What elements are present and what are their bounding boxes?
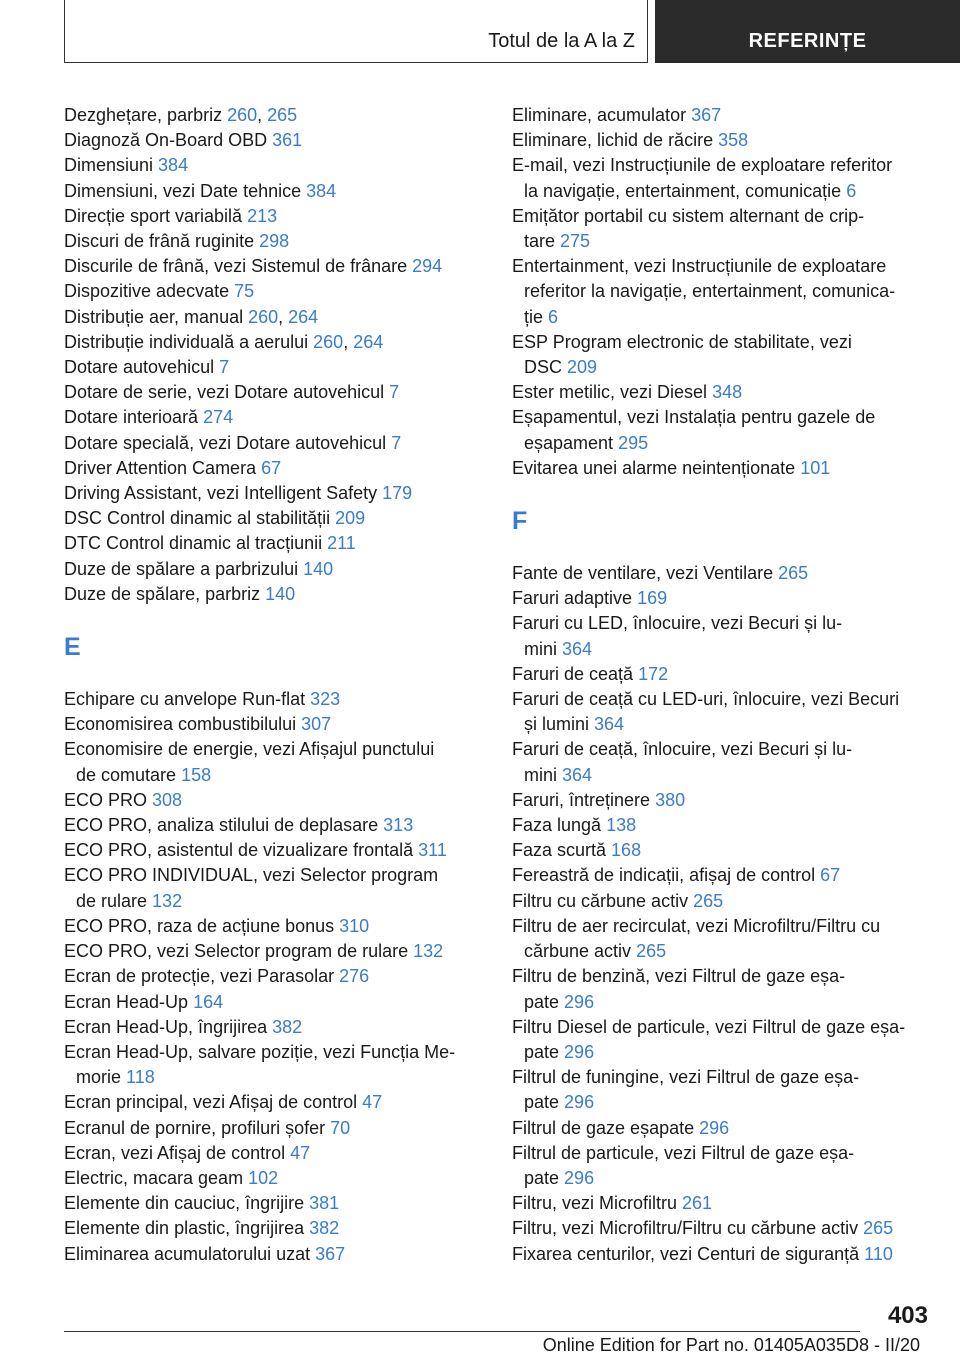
page-link[interactable]: 179 [382,483,413,504]
index-entry [64,254,494,279]
page-link[interactable]: 7 [389,382,400,403]
page-link[interactable]: 261 [682,1193,713,1214]
page-link[interactable]: 209 [567,357,598,378]
page-link[interactable]: 308 [152,789,183,810]
index-entry-text: tare [524,231,561,252]
page-link[interactable]: 168 [611,840,642,861]
index-entry [512,380,932,405]
index-entry: Distribuție individuală a aerului 260, 264 [64,331,384,352]
index-entry-text: Filtru Diesel de particule, vezi Filtrul de gaze eșa- [512,1016,906,1037]
index-entry-text: referitor la navigație, entertainment, comunica- [524,281,896,302]
index-entry-text: Dotare interioară [64,407,204,428]
index-entry [64,1191,494,1216]
page-link[interactable]: 265 [693,890,724,911]
index-entry-text: Filtru, vezi Microfiltru/Filtru cu cărbune activ [512,1218,864,1239]
index-entry [64,380,494,405]
index-entry-text: Fixarea centurilor, vezi Centuri de siguranță [512,1243,865,1264]
page-link[interactable]: 172 [638,663,669,684]
index-entry-text: Dotare specială, vezi Dotare autovehicul [64,432,392,453]
page-link[interactable]: 296 [564,1167,595,1188]
page-link[interactable]: 276 [339,966,370,987]
index-entry [512,1242,932,1267]
index-entry-text: pate [524,991,565,1012]
index-entry [512,838,932,863]
page-link[interactable]: 296 [699,1117,730,1138]
page-link[interactable]: 364 [562,638,593,659]
index-entry [64,838,494,863]
index-entry-text: cărbune activ [524,941,637,962]
index-entry-text: Filtrul de gaze eșapate [512,1117,700,1138]
index-entry [64,1040,494,1090]
index-entry-text: pate [524,1092,565,1113]
index-entry [512,863,932,888]
index-entry-text: Emițător portabil cu sistem alternant de crip- [512,205,865,226]
page-link[interactable]: 311 [418,840,447,861]
index-entry-text: ECO PRO, vezi Selector program de rulare [64,941,414,962]
index-entry-text: Ecran Head-Up, îngrijirea [64,1016,273,1037]
index-entry-text: Electric, macara geam [64,1167,249,1188]
index-entry-text: ESP Program electronic de stabilitate, vezi [512,331,852,352]
index-entry [512,813,932,838]
index-entry-text: Faruri de ceață, înlocuire, vezi Becuri și lu- [512,739,853,760]
index-entry [64,531,494,556]
page-link[interactable]: 382 [309,1218,340,1239]
index-entry [64,128,494,153]
index-entry-text: Fereastră de indicații, afișaj de control [512,865,821,886]
index-entry-text: DTC Control dinamic al tracțiunii [64,533,328,554]
index-entry-text: Filtru de aer recirculat, vezi Microfiltru/Filtru cu [512,915,881,936]
index-entry-text: la navigație, entertainment, comunicație [524,180,847,201]
index-entry-text: Eșapamentul, vezi Instalația pentru gazele de [512,407,876,428]
page-link[interactable]: 6 [846,180,857,201]
index-entry-text: Discurile de frână, vezi Sistemul de frânare [64,256,413,277]
page-link[interactable]: 384 [306,180,337,201]
index-entry-text: de comutare [76,764,182,785]
index-entry-text: mini [524,638,563,659]
page-link[interactable]: 67 [820,865,841,886]
index-entry-text: Distribuție aer, manual [64,306,249,327]
page-link[interactable]: 296 [564,1092,595,1113]
index-entry-text: ECO PRO INDIVIDUAL, vezi Selector program [64,865,439,886]
index-entry-text: Ecran principal, vezi Afișaj de control [64,1092,363,1113]
index-entry-text: Faruri, întreținere [512,789,656,810]
page-link[interactable]: 260 [248,306,279,327]
page-link[interactable]: 67 [261,457,282,478]
index-entry-text: Faruri cu LED, înlocuire, vezi Becuri și lu- [512,613,843,634]
index-entry-text: DSC Control dinamic al stabilității [64,508,336,529]
page-link[interactable]: 313 [383,815,414,836]
index-entry [512,330,932,380]
index-entry [64,506,494,531]
index-entry-text: Entertainment, vezi Instrucțiunile de exploatare [512,256,887,277]
index-entry [512,687,932,737]
index-entry [512,1216,932,1241]
page-link[interactable]: 260 [227,105,258,125]
index-entry-text: Discuri de frână ruginite [64,231,260,252]
index-entry-text: Duze de spălare, parbriz [64,583,266,604]
index-entry-text: Eliminare, lichid de răcire [512,130,719,151]
index-entry-text: Filtru de benzină, vezi Filtrul de gaze eșa- [512,966,846,987]
page-link[interactable]: 7 [219,357,230,378]
index-entry-text: Ecran Head-Up [64,991,194,1012]
page-link[interactable]: 138 [606,815,637,836]
page-link[interactable]: 118 [126,1067,155,1088]
index-entry [64,1141,494,1166]
index-entry [512,204,932,254]
page-link[interactable]: 364 [594,714,625,735]
page-number: 403 [887,1302,928,1329]
index-entry-text: Dotare de serie, vezi Dotare autovehicul [64,382,390,403]
index-entry-text: Filtrul de particule, vezi Filtrul de gaze eșa- [512,1142,855,1163]
page-link[interactable]: 102 [248,1167,279,1188]
index-entry [64,1090,494,1115]
page-link[interactable]: 298 [259,231,290,252]
index-entry-text: Faruri adaptive [512,588,638,609]
page-link[interactable]: 264 [353,331,384,352]
page-link[interactable]: 110 [864,1243,893,1264]
index-entry-text: Echipare cu anvelope Run-flat [64,689,311,710]
index-entry [64,229,494,254]
page-link[interactable]: 169 [637,588,668,609]
index-entry [512,1191,932,1216]
page-link[interactable]: 364 [562,764,593,785]
page-link[interactable]: 367 [691,105,722,125]
page-link[interactable]: 140 [303,558,334,579]
index-entry-text: DSC [524,357,568,378]
index-entry-text: Ecran Head-Up, salvare poziție, vezi Funcția Me- [64,1041,456,1062]
page-link[interactable]: 47 [362,1092,383,1113]
index-entry-text: pate [524,1167,565,1188]
index-entry [512,153,932,203]
page-link[interactable]: 367 [315,1243,346,1264]
page-link[interactable]: 75 [234,281,255,302]
index-entry [512,914,932,964]
index-entry [64,557,494,582]
index-entry-text: ECO PRO, raza de acțiune bonus [64,915,340,936]
page-link[interactable]: 275 [560,231,591,252]
index-entry [512,737,932,787]
index-entry-text: Dimensiuni, vezi Date tehnice [64,180,307,201]
index-entry [512,1116,932,1141]
page-link[interactable]: 264 [288,306,319,327]
index-entry-text: Dotare autovehicul [64,357,220,378]
page-link[interactable]: 274 [203,407,234,428]
index-entry-text: mini [524,764,563,785]
page-link[interactable]: 260 [313,331,344,352]
index-entry [64,431,494,456]
page-link[interactable]: 213 [247,205,278,226]
index-entry [64,456,494,481]
page-link[interactable]: 164 [193,991,224,1012]
index-entry-text: pate [524,1041,565,1062]
page-link[interactable]: 310 [339,915,370,936]
index-entry [64,939,494,964]
index-entry [64,788,494,813]
index-entry: Dezghețare, parbriz 260, 265 [64,105,298,125]
index-entry-text: Faruri de ceață cu LED-uri, înlocuire, vezi Becuri [512,689,900,710]
index-entry-text: Fante de ventilare, vezi Ventilare [512,563,779,584]
index-entry [512,456,932,481]
index-entry-text: de rulare [76,890,153,911]
index-entry [512,405,932,455]
index-entry-text: Ecran, vezi Afișaj de control [64,1142,291,1163]
index-entry-text: Diagnoză On-Board OBD [64,130,273,151]
index-entry-text: Faza lungă [512,815,607,836]
index-entry [64,1242,494,1267]
index-entry [512,561,932,586]
index-entry-text: Dezghețare, parbriz [64,105,228,125]
index-entry-text: ECO PRO, asistentul de vizualizare frontală [64,840,419,861]
page-link[interactable]: 209 [335,508,366,529]
index-entry [64,481,494,506]
index-entry [64,1216,494,1241]
index-entry-text: Filtrul de funingine, vezi Filtrul de gaze eșa- [512,1067,860,1088]
page-link[interactable]: 296 [564,1041,595,1062]
index-entry [512,889,932,914]
index-entry [512,1141,932,1191]
index-entry [64,405,494,430]
index-column-left [64,103,494,1267]
page-link[interactable]: 358 [718,130,749,151]
index-entry-text: eșapament [524,432,619,453]
index-entry [64,1166,494,1191]
index-column-right [512,103,932,1267]
index-entry: Distribuție aer, manual 260, 264 [64,306,319,327]
index-entry [64,1116,494,1141]
index-entry-text: Ecran de protecție, vezi Parasolar [64,966,340,987]
index-entry-text: Economisirea combustibilului [64,714,302,735]
index-entry [512,788,932,813]
index-entry [64,355,494,380]
index-entry [512,103,932,128]
index-entry [64,687,494,712]
index-entry [64,204,494,229]
index-entry-text: ție [524,306,549,327]
index-entry-text: Elemente din cauciuc, îngrijire [64,1193,310,1214]
index-entry [64,990,494,1015]
page-link[interactable]: 101 [800,457,831,478]
index-entry [64,914,494,939]
index-entry-text: Ecranul de pornire, profiluri șofer [64,1117,331,1138]
header-section-tab[interactable] [655,0,960,63]
page-link[interactable]: 382 [272,1016,303,1037]
page-link[interactable]: 132 [152,890,183,911]
index-entry [64,737,494,787]
page-link[interactable]: 158 [181,764,212,785]
page-link[interactable]: 6 [548,306,559,327]
index-entry-text: Eliminare, acumulator [512,105,692,125]
page-link[interactable]: 380 [655,789,686,810]
page-link[interactable]: 384 [158,155,189,176]
index-entry-text: Eliminarea acumulatorului uzat [64,1243,316,1264]
index-entry [512,964,932,1014]
page-link[interactable]: 295 [618,432,649,453]
page-link[interactable]: 307 [301,714,332,735]
index-entry [512,662,932,687]
index-entry-text: Dimensiuni [64,155,159,176]
index-entry [512,611,932,661]
index-entry [512,586,932,611]
index-entry [64,153,494,178]
header-title: Totul de la A la Z [488,30,635,52]
index-letter-heading: E [64,633,81,662]
page-link[interactable]: 265 [636,941,667,962]
page-link[interactable]: 294 [412,256,443,277]
index-entry-text: Direcție sport variabilă [64,205,248,226]
index-entry [64,863,494,913]
page-link[interactable]: 323 [310,689,341,710]
index-entry [64,964,494,989]
index-entry-text: Elemente din plastic, îngrijirea [64,1218,310,1239]
index-entry-text: Distribuție individuală a aerului [64,331,314,352]
index-entry [512,128,932,153]
index-entry-text: Faza scurtă [512,840,612,861]
page-link[interactable]: 265 [778,563,809,584]
index-entry-text: morie [76,1067,127,1088]
index-entry-text: Evitarea unei alarme neintenționate [512,457,801,478]
page-link[interactable]: 265 [863,1218,894,1239]
index-entry-text: E-mail, vezi Instrucțiunile de exploatare referitor [512,155,893,176]
page-link[interactable]: 265 [267,105,298,125]
index-entry-text: ECO PRO, analiza stilului de deplasare [64,815,384,836]
index-entry [512,254,932,330]
page-link[interactable]: 140 [265,583,296,604]
page-link[interactable]: 211 [327,533,356,554]
index-entry-text: Filtru cu cărbune activ [512,890,694,911]
index-entry [64,179,494,204]
index-entry [64,279,494,304]
index-entry [64,1015,494,1040]
page-link[interactable]: 296 [564,991,595,1012]
footer-edition: Online Edition for Part no. 01405A035D8 - II/20 [542,1335,920,1355]
page-link[interactable]: 348 [712,382,743,403]
index-entry-text: Ester metilic, vezi Diesel [512,382,713,403]
index-entry-text: Filtru, vezi Microfiltru [512,1193,683,1214]
index-entry-text: Driver Attention Camera [64,457,262,478]
header-title-box [64,0,648,63]
index-entry-text: Duze de spălare a parbrizului [64,558,304,579]
index-entry-text: Economisire de energie, vezi Afișajul punctului [64,739,435,760]
index-entry-text: și lumini [524,714,595,735]
index-entry-text: Driving Assistant, vezi Intelligent Safety [64,483,383,504]
index-entry [64,712,494,737]
index-entry-text: Faruri de ceață [512,663,639,684]
index-entry [512,1065,932,1115]
index-entry [512,1015,932,1065]
page-link[interactable]: 361 [272,130,303,151]
page-link[interactable]: 70 [330,1117,351,1138]
page-link[interactable]: 7 [391,432,402,453]
page-link[interactable]: 381 [309,1193,340,1214]
index-entry [64,582,494,607]
index-entry-text: ECO PRO [64,789,153,810]
footer-divider [64,1331,860,1332]
header-section-label: REFERINȚE [748,30,867,52]
page-link[interactable]: 47 [290,1142,311,1163]
index-entry [64,813,494,838]
index-letter-heading: F [512,507,528,536]
index-entry-text: Dispozitive adecvate [64,281,235,302]
page-link[interactable]: 132 [413,941,444,962]
